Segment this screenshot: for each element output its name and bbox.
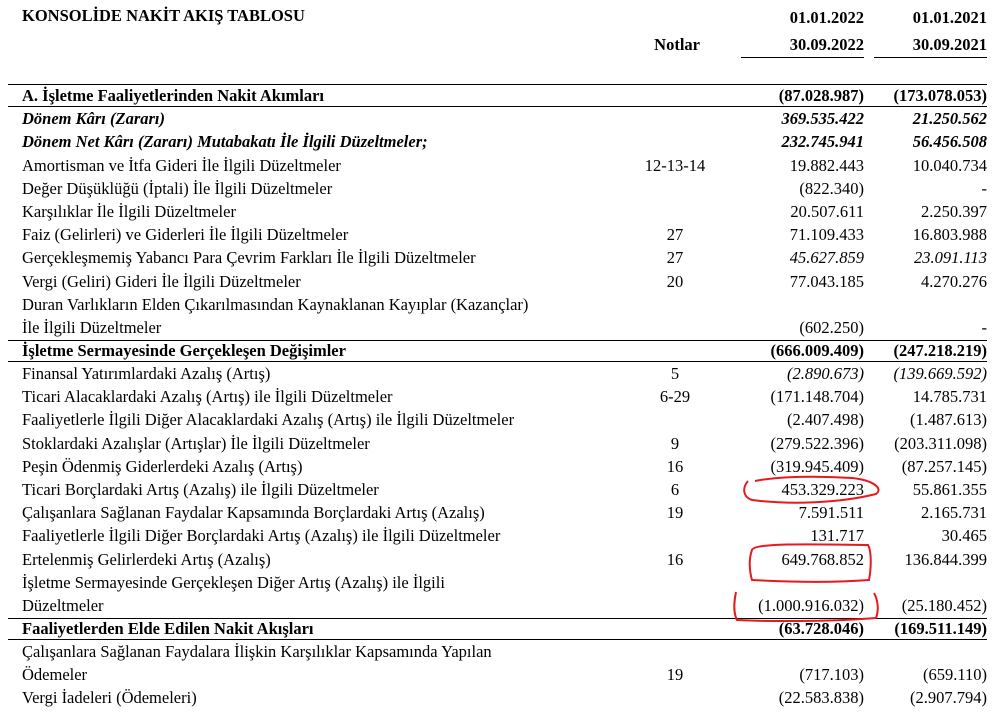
period-2021-end: 30.09.2021 — [912, 35, 987, 54]
value-2021: (173.078.053) — [893, 86, 987, 105]
row-note: 9 — [670, 433, 680, 453]
period-2021-start: 01.01.2021 — [912, 8, 987, 27]
value-2021: (25.180.452) — [901, 595, 987, 615]
value-2021: 55.861.355 — [912, 480, 987, 499]
value-2021: 21.250.562 — [912, 109, 987, 129]
value-2021: - — [981, 178, 987, 198]
table-row — [0, 686, 996, 709]
table-row — [0, 339, 996, 362]
table-row — [0, 362, 996, 385]
row-label: Çalışanlara Sağlanan Faydalara İlişkin Karşılıklar Kapsamında Yapılan Ödemeler — [22, 642, 492, 684]
value-2021: (2.907.794) — [910, 688, 987, 707]
table-row — [0, 200, 996, 223]
row-label: Karşılıklar İle İlgili Düzeltmeler — [22, 202, 236, 221]
table-row — [0, 501, 996, 524]
table-row — [0, 154, 996, 177]
value-2022: (666.009.409) — [770, 340, 864, 360]
statement-title: KONSOLİDE NAKİT AKIŞ TABLOSU — [22, 6, 305, 25]
row-label: Amortisman ve İtfa Gideri İle İlgili Düzeltmeler — [22, 155, 341, 175]
value-2021: 136.844.399 — [904, 549, 987, 569]
value-2021: (1.487.613) — [910, 410, 987, 430]
value-2021: 14.785.731 — [912, 387, 987, 407]
value-2022: 649.768.852 — [781, 549, 864, 569]
value-2021: 2.250.397 — [921, 202, 987, 221]
value-2021: (169.511.149) — [894, 618, 987, 638]
value-2022: 20.507.611 — [790, 202, 864, 221]
row-note: 27 — [666, 225, 684, 245]
table-row — [0, 293, 996, 339]
row-label: Vergi (Geliri) Gideri İle İlgili Düzeltmeler — [22, 271, 301, 291]
value-2021: 2.165.731 — [921, 503, 987, 523]
row-label: Faaliyetlerle İlgili Diğer Alacaklardaki Azalış (Artış) ile İlgili Düzeltmeler — [22, 410, 515, 430]
row-label: Dönem Kârı (Zararı) — [22, 109, 166, 129]
table-row — [0, 478, 996, 501]
row-label: Finansal Yatırımlardaki Azalış (Artış) — [22, 364, 271, 383]
table-row — [0, 617, 996, 640]
table-row — [0, 270, 996, 293]
value-2021: - — [981, 317, 987, 337]
value-2022: (602.250) — [799, 317, 864, 337]
value-2021: 10.040.734 — [912, 155, 987, 175]
value-2022: (717.103) — [799, 665, 864, 684]
row-label: Duran Varlıkların Elden Çıkarılmasından Kaynaklanan Kayıplar (Kazançlar) İle İlgili Düzeltmeler — [22, 294, 529, 337]
value-2022: (2.890.673) — [787, 364, 864, 383]
row-label: Faiz (Gelirleri) ve Giderleri İle İlgili Düzeltmeler — [22, 225, 349, 245]
header-rule-col1 — [741, 57, 864, 58]
value-2022: 369.535.422 — [781, 109, 864, 129]
row-note: 20 — [666, 271, 684, 291]
table-row — [0, 455, 996, 478]
value-2022: (87.028.987) — [778, 86, 864, 105]
table-row — [0, 524, 996, 547]
table-row — [0, 385, 996, 408]
table-row — [0, 84, 996, 107]
table-row — [0, 408, 996, 431]
table-row — [0, 246, 996, 269]
row-label: Çalışanlara Sağlanan Faydalar Kapsamında Borçlardaki Artış (Azalış) — [22, 503, 485, 523]
section-rule-top — [8, 340, 987, 341]
period-2022-start: 01.01.2022 — [789, 8, 864, 27]
value-2022: 131.717 — [810, 526, 864, 546]
row-label: Değer Düşüklüğü (İptali) İle İlgili Düzeltmeler — [22, 178, 333, 198]
value-2021: 4.270.276 — [921, 271, 987, 291]
table-row — [0, 177, 996, 200]
value-2021: (247.218.219) — [893, 340, 987, 360]
value-2022: (822.340) — [799, 178, 864, 198]
table-row — [0, 107, 996, 130]
row-label: Vergi İadeleri (Ödemeleri) — [22, 688, 197, 707]
section-rule-top — [8, 84, 987, 85]
value-2021: 16.803.988 — [912, 225, 987, 245]
value-2022: (22.583.838) — [778, 688, 864, 707]
row-label: Ticari Alacaklardaki Azalış (Artış) ile İlgili Düzeltmeler — [22, 387, 393, 407]
row-note: 5 — [670, 364, 680, 383]
value-2021: (659.110) — [922, 665, 987, 684]
value-2022: (1.000.916.032) — [758, 595, 864, 615]
row-label: İşletme Sermayesinde Gerçekleşen Diğer Artış (Azalış) ile İlgili Düzeltmeler — [22, 572, 445, 615]
notes-column-header: Notlar — [654, 35, 700, 54]
row-label: Stoklardaki Azalışlar (Artışlar) İle İlgili Düzeltmeler — [22, 433, 370, 453]
row-note: 12-13-14 — [644, 155, 706, 175]
row-label: İşletme Sermayesinde Gerçekleşen Değişimler — [22, 340, 346, 360]
value-2022: 19.882.443 — [789, 155, 864, 175]
row-note: 16 — [666, 549, 684, 569]
row-label: A. İşletme Faaliyetlerinden Nakit Akımları — [22, 86, 325, 105]
table-row — [0, 432, 996, 455]
row-note: 27 — [666, 248, 684, 268]
value-2022: (2.407.498) — [787, 410, 864, 430]
value-2022: 453.329.223 — [781, 480, 864, 499]
period-2022-end: 30.09.2022 — [789, 35, 864, 54]
row-label: Peşin Ödenmiş Giderlerdeki Azalış (Artış) — [22, 456, 303, 476]
value-2022: (279.522.396) — [770, 433, 864, 453]
row-label: Ticari Borçlardaki Artış (Azalış) ile İlgili Düzeltmeler — [22, 480, 379, 499]
row-note: 19 — [666, 665, 684, 684]
row-label: Faaliyetlerden Elde Edilen Nakit Akışları — [22, 618, 314, 638]
table-row — [0, 548, 996, 571]
value-2022: (63.728.046) — [778, 618, 864, 638]
value-2022: 232.745.941 — [781, 132, 864, 152]
row-note: 6-29 — [659, 387, 691, 407]
section-rule-top — [8, 618, 987, 619]
table-row — [0, 130, 996, 153]
value-2021: 30.465 — [941, 526, 987, 546]
row-note: 16 — [666, 456, 684, 476]
table-row — [0, 571, 996, 617]
value-2021: (87.257.145) — [901, 456, 987, 476]
value-2021: (203.311.098) — [894, 433, 987, 453]
row-note: 6 — [670, 480, 680, 499]
header-rule-col2 — [874, 57, 987, 58]
value-2022: 45.627.859 — [789, 248, 864, 268]
table-row — [0, 223, 996, 246]
row-note: 19 — [666, 503, 684, 523]
value-2021: 56.456.508 — [912, 132, 987, 152]
value-2022: (319.945.409) — [770, 456, 864, 476]
value-2022: 77.043.185 — [789, 271, 864, 291]
value-2022: (171.148.704) — [770, 387, 864, 407]
value-2022: 7.591.511 — [798, 503, 864, 523]
value-2021: (139.669.592) — [893, 364, 987, 383]
value-2021: 23.091.113 — [913, 248, 987, 268]
row-label: Dönem Net Kârı (Zararı) Mutabakatı İle İlgili Düzeltmeler; — [22, 132, 428, 152]
row-label: Gerçekleşmemiş Yabancı Para Çevrim Farkları İle İlgili Düzeltmeler — [22, 248, 476, 268]
value-2022: 71.109.433 — [789, 225, 864, 245]
row-label: Ertelenmiş Gelirlerdeki Artış (Azalış) — [22, 549, 271, 569]
table-row — [0, 640, 996, 686]
row-label: Faaliyetlerle İlgili Diğer Borçlardaki Artış (Azalış) ile İlgili Düzeltmeler — [22, 526, 501, 546]
